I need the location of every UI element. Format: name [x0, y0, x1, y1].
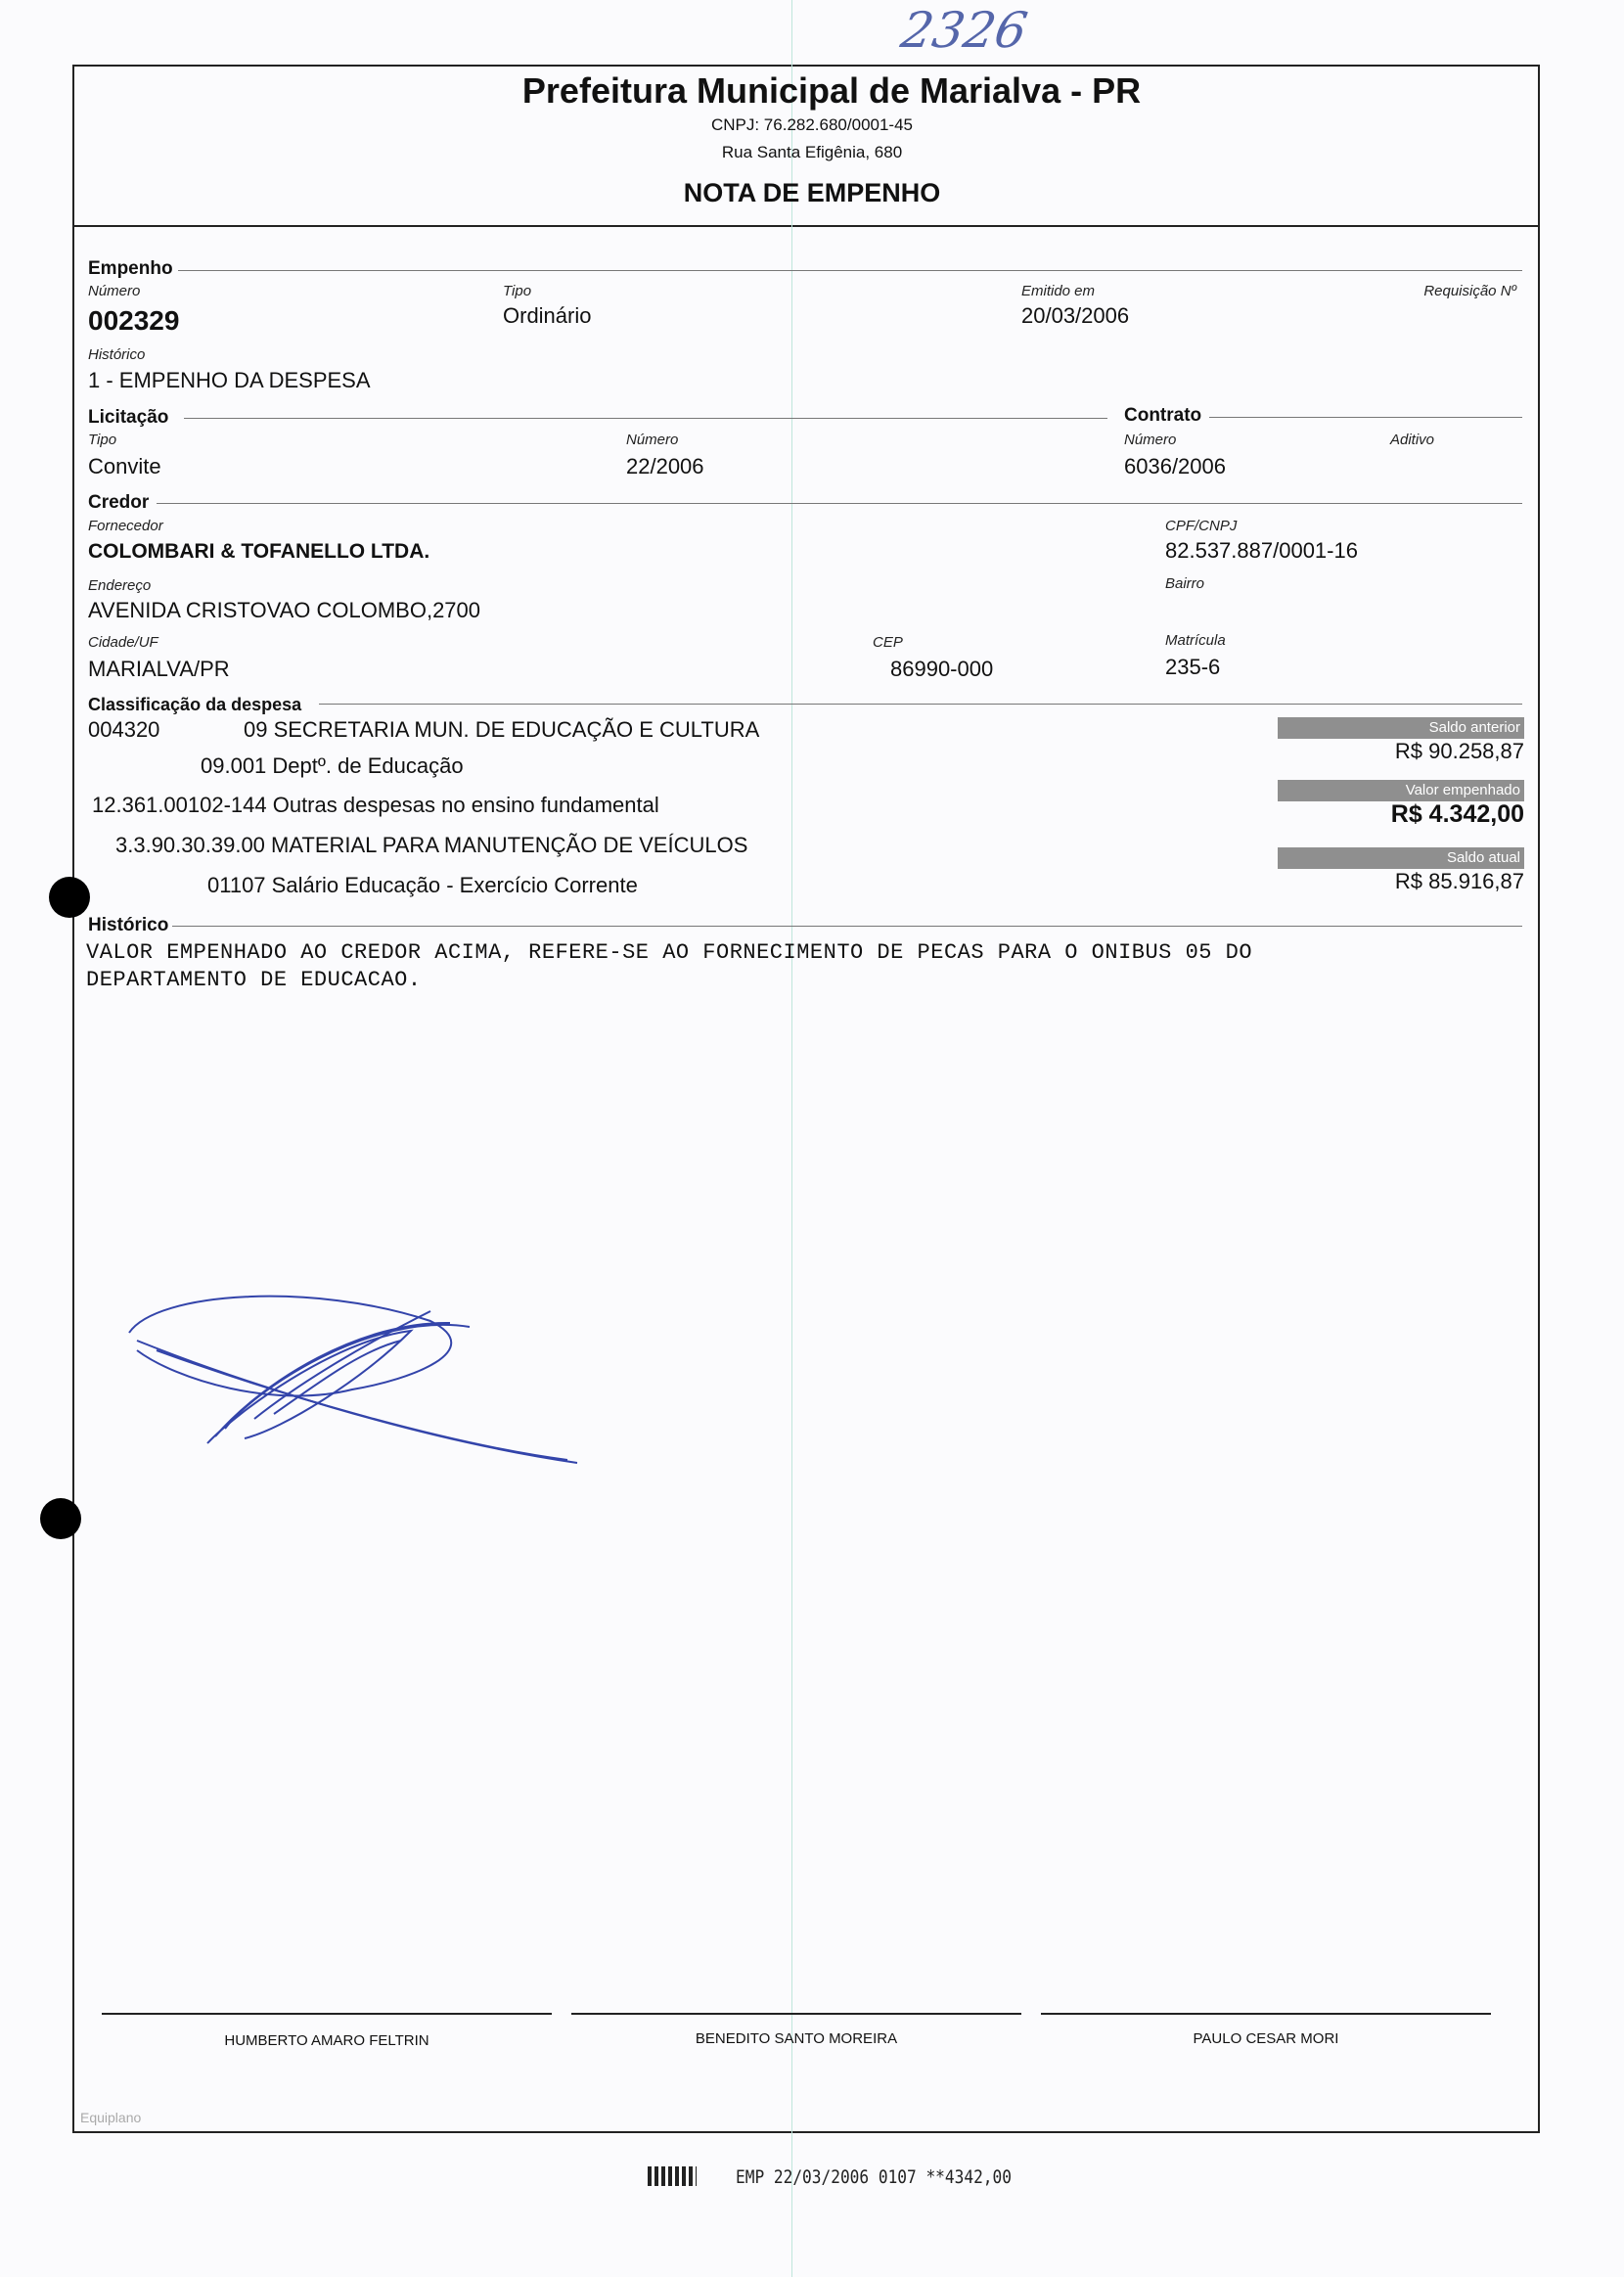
label-numero: Número: [626, 432, 679, 448]
historico-line-2: DEPARTAMENTO DE EDUCACAO.: [86, 968, 422, 992]
label-tipo: Tipo: [88, 432, 117, 448]
credor-matricula: 235-6: [1165, 655, 1221, 679]
label-aditivo: Aditivo: [1390, 432, 1435, 448]
binder-hole: [40, 1498, 81, 1539]
licitacao-numero: 22/2006: [626, 454, 704, 478]
signatory-3: PAULO CESAR MORI: [1193, 2030, 1339, 2047]
signature-line: [102, 2013, 552, 2015]
credor-cidade: MARIALVA/PR: [88, 657, 230, 681]
doc-title: NOTA DE EMPENHO: [683, 178, 941, 207]
signatory-1: HUMBERTO AMARO FELTRIN: [224, 2032, 429, 2049]
signature-line: [571, 2013, 1021, 2015]
credor-cep: 86990-000: [890, 657, 994, 681]
empenho-historico: 1 - EMPENHO DA DESPESA: [88, 368, 371, 392]
contrato-numero: 6036/2006: [1124, 454, 1226, 478]
section-rule: [184, 418, 1107, 419]
saldo-atual-label: Saldo atual: [1278, 847, 1524, 869]
fold-line: [791, 0, 792, 2277]
saldo-anterior-label: Saldo anterior: [1278, 717, 1524, 739]
bank-logo-icon: [648, 2166, 697, 2186]
credor-fornecedor: COLOMBARI & TOFANELLO LTDA.: [88, 540, 430, 563]
label-requisicao: Requisição Nº: [1423, 283, 1516, 299]
label-tipo: Tipo: [503, 283, 532, 299]
signature: [117, 1272, 607, 1487]
cnpj: CNPJ: 76.282.680/0001-45: [710, 115, 914, 134]
brand-watermark: Equiplano: [80, 2110, 142, 2125]
signature-line: [1041, 2013, 1491, 2015]
label-endereco: Endereço: [88, 577, 152, 594]
valor-empenhado: R$ 4.342,00: [1390, 800, 1524, 828]
classificacao-code: 004320: [88, 717, 160, 742]
label-historico: Histórico: [88, 346, 146, 363]
label-cep: CEP: [873, 634, 903, 651]
classificacao-elemento: 3.3.90.30.39.00 MATERIAL PARA MANUTENÇÃO DE VEÍCULOS: [115, 833, 748, 857]
section-contrato: Contrato: [1124, 405, 1202, 426]
empenho-numero: 002329: [88, 305, 180, 336]
section-empenho: Empenho: [88, 258, 173, 279]
page-title: Prefeitura Municipal de Marialva - PR: [521, 70, 1142, 111]
handwritten-number: 2326: [896, 2, 1032, 59]
section-rule: [319, 704, 1522, 705]
binder-hole: [49, 877, 90, 918]
historico-line-1: VALOR EMPENHADO AO CREDOR ACIMA, REFERE-SE AO FORNECIMENTO DE PECAS PARA O ONIBUS 05 DO: [86, 940, 1253, 965]
label-numero: Número: [1124, 432, 1177, 448]
classificacao-funcional: 12.361.00102-144 Outras despesas no ensino fundamental: [92, 793, 659, 817]
saldo-atual: R$ 85.916,87: [1394, 869, 1524, 893]
label-emitido: Emitido em: [1021, 283, 1096, 299]
saldo-anterior: R$ 90.258,87: [1394, 739, 1524, 763]
label-cidade: Cidade/UF: [88, 634, 158, 651]
header-divider: [72, 225, 1538, 227]
address: Rua Santa Efigênia, 680: [721, 143, 903, 161]
classificacao-orgao: 09 SECRETARIA MUN. DE EDUCAÇÃO E CULTURA: [244, 717, 760, 742]
label-numero: Número: [88, 283, 141, 299]
licitacao-tipo: Convite: [88, 454, 161, 478]
section-rule: [172, 926, 1522, 927]
empenho-tipo: Ordinário: [503, 303, 592, 328]
label-matricula: Matrícula: [1165, 632, 1226, 649]
signatory-2: BENEDITO SANTO MOREIRA: [695, 2030, 898, 2047]
empenho-emitido: 20/03/2006: [1021, 303, 1130, 328]
label-bairro: Bairro: [1165, 575, 1205, 592]
section-rule: [157, 503, 1522, 504]
credor-endereco: AVENIDA CRISTOVAO COLOMBO,2700: [88, 598, 481, 622]
label-cpf: CPF/CNPJ: [1165, 518, 1238, 534]
section-historico: Histórico: [88, 915, 169, 935]
section-credor: Credor: [88, 492, 150, 513]
payment-stamp: EMP 22/03/2006 0107 **4342,00: [736, 2166, 1012, 2188]
classificacao-unidade: 09.001 Deptº. de Educação: [201, 753, 464, 778]
section-classificacao: Classificação da despesa: [88, 695, 302, 714]
valor-empenhado-label: Valor empenhado: [1278, 780, 1524, 801]
section-licitacao: Licitação: [88, 407, 169, 428]
label-fornecedor: Fornecedor: [88, 518, 163, 534]
credor-cpf: 82.537.887/0001-16: [1165, 538, 1358, 563]
section-rule: [1209, 417, 1522, 418]
section-rule: [178, 270, 1522, 271]
classificacao-recurso: 01107 Salário Educação - Exercício Corrente: [207, 873, 638, 897]
